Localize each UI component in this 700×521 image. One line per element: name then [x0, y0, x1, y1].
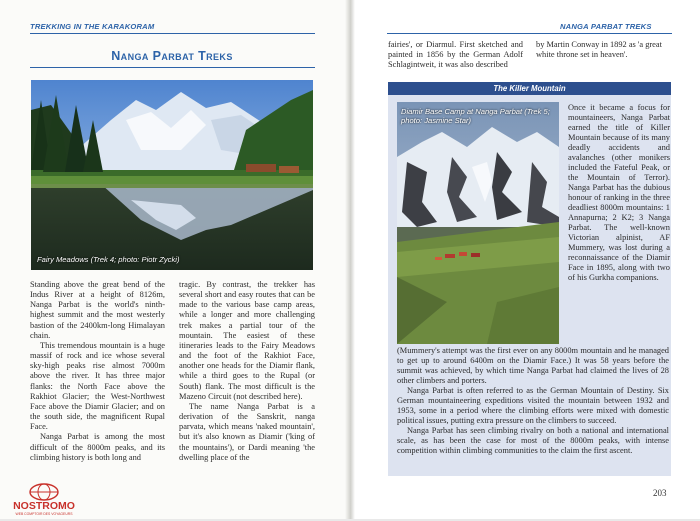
- caption-line: photo: Jasmine Star): [401, 116, 472, 125]
- logo-tagline: WEB COMPTOIR DES VOYAGEURS: [15, 512, 73, 516]
- left-header-rule: [30, 33, 315, 34]
- paragraph: tragic. By contrast, the trekker has several short and easy routes that can be made to the various base camp areas, while a longer and more challenging trek makes a partial tour of the mountain. The easiest of these itineraries leads to the Fairy Meadows and the foot of the Rakhiot Face, another one heads for the Diamir flank, while a third goes to the Rupal (or South) flank. The most difficult is the Mazeno Circuit (not described here).: [179, 280, 315, 401]
- nostromo-logo: [4, 482, 84, 516]
- book-gutter: [345, 0, 355, 519]
- diamir-base-camp-photo: [397, 102, 559, 344]
- right-top-column-1: [388, 40, 523, 70]
- right-top-column-2: [536, 40, 671, 60]
- paragraph: Nanga Parbat is often referred to as the German Mountain of Destiny. Six German mountaineering expeditions visited the mountain between 1932 and 1953, some in a period where the climbing efforts were mixed with domestic political issues, putting extra pressure on the climbers to succeed.: [397, 386, 669, 425]
- paragraph: This tremendous mountain is a huge massif of rock and ice whose several sky-high peaks rise almost 7000m above the river. It has three major flanks: the North Face above the Rakhiot Glacier; the West-Northwest Face above the Diamir Glacier; and on the south side, the magnificent Rupal Face.: [30, 340, 165, 432]
- left-column-2: [179, 280, 315, 463]
- fairy-meadows-image: [31, 80, 313, 270]
- box-side-text: [568, 103, 670, 283]
- left-column-1: [30, 280, 165, 463]
- right-running-head: NANGA PARBAT TREKS: [560, 22, 652, 31]
- section-title: Nanga Parbat Treks: [111, 49, 233, 63]
- photo-caption: Fairy Meadows (Trek 4; photo: Piotr Zycki): [37, 255, 180, 264]
- paragraph: (Mummery's attempt was the first ever on any 8000m mountain and he managed to get up to around 6400m on the Diamir Face.) It was 58 years before the summit was achieved, by which time Nanga Parbat had claimed the lives of 28 other climbers and porters.: [397, 346, 669, 385]
- logo-name: NOSTROMO: [13, 500, 75, 512]
- caption-line: Diamir Base Camp at Nanga Parbat (Trek 5;: [401, 107, 550, 116]
- right-header-rule: [387, 33, 672, 34]
- diamir-base-camp-image: [397, 102, 559, 344]
- paragraph: Nanga Parbat is among the most difficult of the 8000m peaks, and its climbing history is both long and: [30, 432, 165, 462]
- paragraph: The name Nanga Parbat is a derivation of the Sanskrit, nanga parvata, which means 'naked mountain', but it's also known as Diamir ('king of the mountains'), or Dardi meaning 'the dwelling place of the: [179, 401, 315, 462]
- paragraph: by Martin Conway in 1892 as 'a great white throne set in heaven'.: [536, 40, 662, 60]
- section-title-rule: [30, 67, 315, 68]
- fairy-meadows-photo: [31, 80, 313, 270]
- globe-logo-icon: [4, 482, 84, 516]
- page-number: 203: [653, 488, 667, 498]
- paragraph: Standing above the great bend of the Indus River at a height of 8126m, Nanga Parbat is the world's ninth-highest summit and the most westerly bastion of the 2400km-long Himalayan chain.: [30, 280, 165, 340]
- box-photo-caption: [401, 107, 550, 125]
- paragraph: Nanga Parbat has seen climbing rivalry on both a national and international scale, as has been the case for most of the 8000m peaks, with intense competition within climbing communities to the claim the first ascent.: [397, 426, 669, 455]
- left-running-head: TREKKING IN THE KARAKORAM: [30, 22, 155, 31]
- box-title: The Killer Mountain: [388, 82, 671, 95]
- box-full-text: [397, 346, 669, 456]
- paragraph: Once it became a focus for mountaineers, Nanga Parbat earned the title of Killer Mountain because of its many deadly accidents and avalanches (other monikers included the Fateful Peak, or the Mountain of Terror). Nanga Parbat has the dubious honour of ranking in the three deadliest 8000m mountains: 1 Annapurna; 2 K2; 3 Nanga Parbat. The well-known Victorian alpinist, AF Mummery, was lost during a reconnaissance of the Diamir Face in 1895, along with two of his Gurkha companions.: [568, 103, 670, 282]
- paragraph: fairies', or Diarmul. First sketched and painted in 1856 by the German Adolf Schlagintweit, it was also described: [388, 40, 523, 70]
